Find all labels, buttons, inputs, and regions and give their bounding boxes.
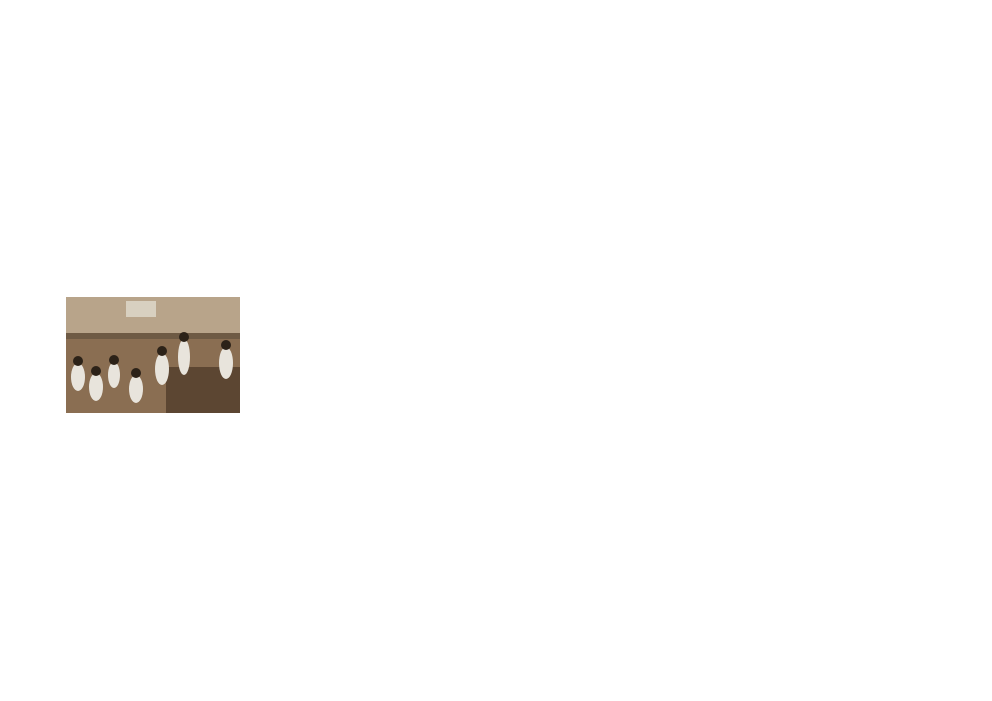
rada-photo bbox=[66, 297, 240, 413]
gym-scene-image bbox=[66, 297, 240, 413]
left-column-2 bbox=[275, 34, 477, 48]
left-column-1 bbox=[32, 34, 236, 38]
rada-photo-caption bbox=[26, 298, 38, 412]
left-column-1-lower bbox=[32, 458, 236, 461]
